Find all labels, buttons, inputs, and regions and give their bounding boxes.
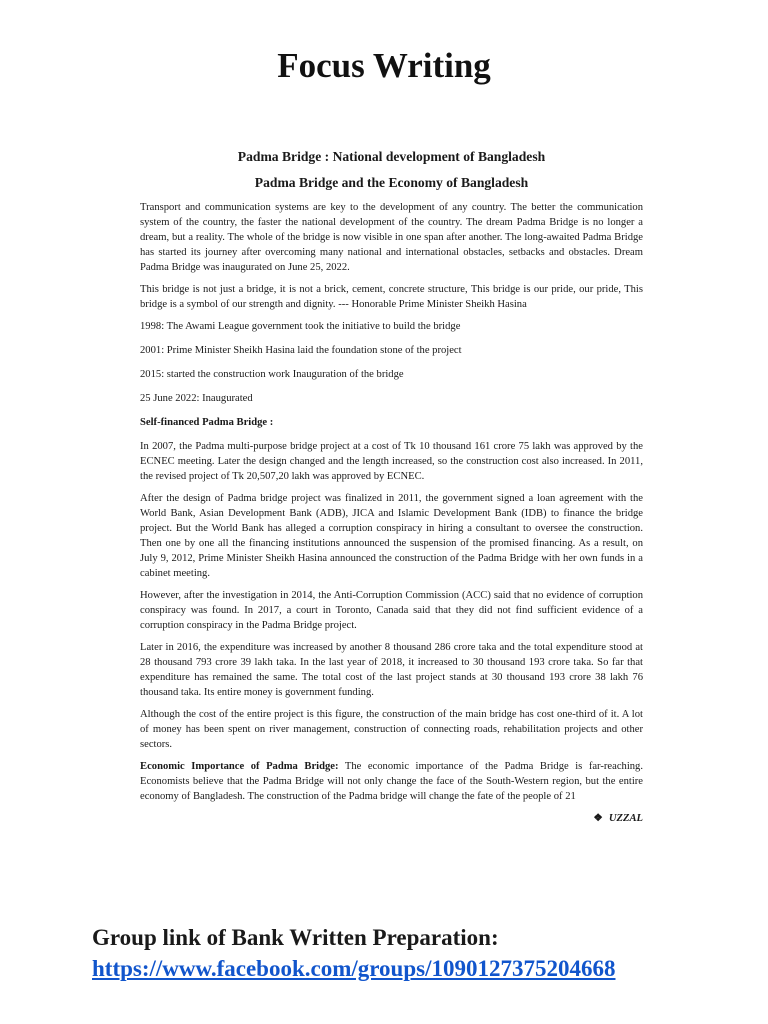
timeline-list <box>140 319 643 406</box>
document-heading-2: Padma Bridge and the Economy of Bangladesh <box>254 175 529 190</box>
economic-lead: Economic Importance of Padma Bridge: <box>140 761 339 772</box>
document-heading-1: Padma Bridge : National development of Bangladesh <box>237 149 546 164</box>
paragraph-project-approval: In 2007, the Padma multi-purpose bridge project at a cost of Tk 10 thousand 161 crore 75 lakh was approved by the ECNEC meeting. Later the design changed and the length increased, so the construction cost also increased. In 2011, the revised project of Tk 20,507,20 lakh was approved by ECNEC. <box>140 441 643 482</box>
timeline-item-2001: 2001: Prime Minister Sheikh Hasina laid the foundation stone of the project <box>140 345 462 356</box>
paragraph-cost-breakdown: Although the cost of the entire project is this figure, the construction of the main bridge has cost one-third of it. A lot of money has been spent on river management, construction of connecting roads, rehabilitation projects and other sectors. <box>140 709 643 750</box>
section-heading: Self-financed Padma Bridge : <box>140 417 274 428</box>
signature-name: UZZAL <box>608 813 643 824</box>
paragraph-economic-importance <box>140 759 643 804</box>
quote-paragraph: This bridge is not just a bridge, it is not a brick, cement, concrete structure, This bridge is our pride, our pride, This bridge is a symbol of our strength and dignity. --- Honorable Prime Minister Sheikh Hasina <box>140 284 643 310</box>
paragraph-financing: After the design of Padma bridge project was finalized in 2011, the government signed a loan agreement with the World Bank, Asian Development Bank (ADB), JICA and Islamic Development Bank (IDB) to finance the bridge project. But the World Bank has alleged a corruption conspiracy in hiring a consultant to oversee the construction. Then one by one all the financing institutions announced the suspension of the promised financing. As a result, on July 9, 2012, Prime Minister Sheikh Hasina announced the construction of the Padma Bridge with her own funds in a cabinet meeting. <box>140 493 643 579</box>
page-title: Focus Writing <box>277 46 491 85</box>
footer <box>92 922 616 984</box>
footer-label: Group link of Bank Written Preparation: <box>92 925 499 950</box>
signature <box>140 811 643 826</box>
economic-text: The economic importance of the Padma Bridge is far-reaching. Economists believe that the Padma Bridge will not only change the face of the South-Western region, but the entire economy of Bangladesh. The construction of the Padma bridge will change the fate of the people of 21 <box>140 761 644 802</box>
group-link[interactable]: https://www.facebook.com/groups/1090127375204668 <box>92 956 616 981</box>
document-body <box>140 148 643 826</box>
diamond-bullet-icon: ❖ <box>593 813 603 824</box>
paragraph-expenditure: Later in 2016, the expenditure was increased by another 8 thousand 286 crore taka and the total expenditure stood at 28 thousand 793 crore 39 lakh taka. In the last year of 2018, it increased to 30 thousand 193 crore taka. So far that expenditure has remained the same. The total cost of the last project stands at 30 thousand 193 crore 38 lakh 76 thousand taka. Its entire money is government funding. <box>140 642 643 698</box>
intro-paragraph: Transport and communication systems are key to the development of any country. The better the communication system of the country, the faster the national development of the country. The dream Padma Bridge is no longer a dream, but a reality. The whole of the bridge is now visible in one span after another. The long-awaited Padma Bridge has started its journey after overcoming many national and international obstacles, setbacks and obstacles. Dream Padma Bridge was inaugurated on June 25, 2022. <box>140 202 643 273</box>
paragraph-investigation: However, after the investigation in 2014, the Anti-Corruption Commission (ACC) said that no evidence of corruption conspiracy was found. In 2017, a court in Toronto, Canada said that they did not find sufficient evidence of a corruption conspiracy in the Padma Bridge project. <box>140 590 643 631</box>
timeline-item-2015: 2015: started the construction work Inauguration of the bridge <box>140 369 404 380</box>
timeline-item-1998: 1998: The Awami League government took the initiative to build the bridge <box>140 321 461 332</box>
timeline-item-2022: 25 June 2022: Inaugurated <box>140 393 253 404</box>
